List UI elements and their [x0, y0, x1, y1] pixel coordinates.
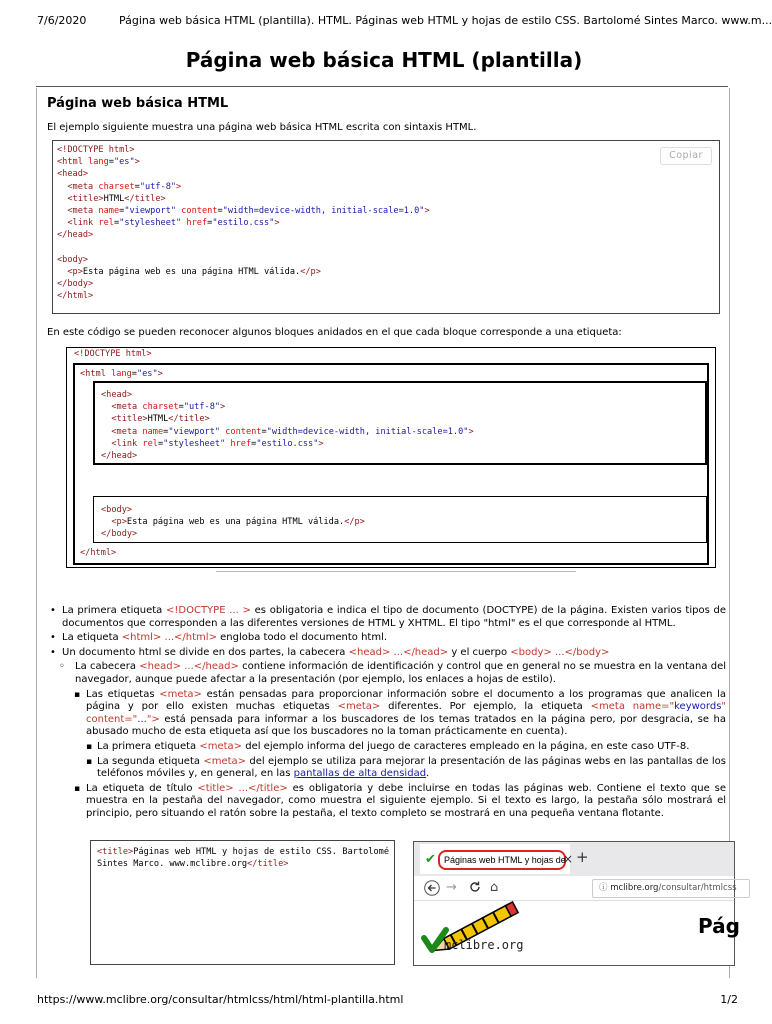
browser-nav-bar: [414, 876, 737, 901]
address-bar[interactable]: [592, 879, 750, 898]
list-item: ▪ La segunda etiqueta <meta> del ejemplo se utiliza para mejorar la presentación de las páginas webs en las pantallas de los teléfonos móviles y, en general, en las pantallas de alta densidad.: [46, 756, 726, 781]
copy-button[interactable]: Copiar: [660, 147, 712, 165]
list-item: ▪ La etiqueta de título <title> ...</title> es obligatoria y debe incluirse en todas las páginas web. Contiene el texto que se muestra en la pestaña del navegador, como muestra el siguiente ejemplo. Si el texto es largo, la pestaña sólo mostrará el principio, pero situando el ratón sobre la pestaña, el texto completo se mostrará en una pequeña ventana flotante.: [46, 783, 726, 821]
forward-icon[interactable]: →: [446, 880, 457, 895]
title-code-listing: <title>Páginas web HTML y hojas de estilo CSS. Bartolomé Sintes Marco. www.mclibre.org</title>: [97, 847, 389, 869]
close-icon[interactable]: ×: [563, 852, 574, 866]
print-header: [37, 14, 772, 27]
back-icon[interactable]: [424, 880, 440, 900]
nest-head-code: <head> <meta charset="utf-8"> <title>HTML</title> <meta name="viewport" content="width=device-width, initial-scale=1.0"> <link rel="stylesheet" href="estilo.css"> </head>: [101, 390, 474, 462]
page-heading-partial: Pág: [698, 914, 740, 938]
code-listing: <!DOCTYPE html> <html lang="es"> <head> <meta charset="utf-8"> <title>HTML</title> <meta name="viewport" content="width=device-width, initial-scale=1.0"> <link rel="stylesheet" href="estilo.css"> </head> <body> <p>Esta página web es una página HTML válida.</p> </body> </html>: [57, 145, 430, 302]
explanation-list: [46, 605, 726, 823]
checkmark-icon: ✔: [425, 852, 436, 867]
browser-tab[interactable]: [420, 844, 574, 874]
title-divider: [36, 86, 728, 87]
print-title: Página web básica HTML (plantilla). HTML. Páginas web HTML y hojas de estilo CSS. Bartolomé Sintes Marco. www.m...: [119, 14, 772, 27]
tab-title: Páginas web HTML y hojas de: [438, 850, 566, 870]
url-path: /consultar/htmlcss: [658, 883, 737, 893]
divider: [216, 571, 576, 572]
list-item: ▪ Las etiquetas <meta> están pensadas para proporcionar información sobre el documento a los programas que analicen la página y por ello existen muchas etiquetas <meta> diferentes. Por ejemplo, la etiqueta <meta name="keywords" content="..."> está pensada para informar a los buscadores de los temas tratados en la página pero, por desgracia, se ha abusado mucho de esta etiqueta así que los buscadores no la toman prácticamente en cuenta).: [46, 689, 726, 739]
print-date: 7/6/2020: [37, 14, 87, 27]
list-item: ▪ La primera etiqueta <meta> del ejemplo informa del juego de caracteres empleado en la página, en este caso UTF-8.: [46, 741, 726, 754]
code-example: [52, 140, 720, 314]
high-density-link[interactable]: pantallas de alta densidad: [293, 768, 427, 780]
nest-doctype-label: <!DOCTYPE html>: [74, 349, 152, 359]
nest-html-close-label: </html>: [80, 548, 117, 558]
title-code-example: [90, 840, 395, 965]
list-item: • La etiqueta <html> ...</html> engloba todo el documento html.: [46, 632, 726, 645]
list-item: ◦ La cabecera <head> ...</head> contiene información de identificación y control que en general no se muestra en la ventana del navegador, aunque puede afectar a la presentación (por ejemplo, los enlaces a hojas de estilo).: [46, 661, 726, 686]
list-item: • La primera etiqueta <!DOCTYPE ... > es obligatoria e indica el tipo de documento (DOCTYPE) de la página. Existen varios tipos de documentos que corresponden a las diferentes versiones de HTML y XHTML. El tipo "html" es el que corresponde al HTML.: [46, 605, 726, 630]
page-title: Página web básica HTML (plantilla): [185, 48, 583, 72]
list-item: • Un documento html se divide en dos partes, la cabecera <head> ...</head> y el cuerpo <body> ...</body>: [46, 647, 726, 660]
intro-paragraph: El ejemplo siguiente muestra una página web básica HTML escrita con sintaxis HTML.: [47, 122, 477, 133]
nest-html-label: <html lang="es">: [80, 369, 163, 379]
browser-tab-bar: [414, 842, 734, 876]
nest-body-code: <body> <p>Esta página web es una página HTML válida.</p> </body>: [101, 505, 365, 540]
new-tab-icon[interactable]: +: [576, 848, 589, 866]
print-url: https://www.mclibre.org/consultar/htmlcss/html/html-plantilla.html: [37, 993, 404, 1006]
section-heading: Página web básica HTML: [47, 96, 229, 111]
reload-icon[interactable]: [468, 880, 482, 898]
info-icon: ⓘ: [599, 883, 611, 893]
browser-screenshot: [413, 841, 740, 966]
print-footer: [37, 993, 738, 1006]
home-icon[interactable]: ⌂: [490, 880, 499, 895]
url-host: mclibre.org: [610, 883, 659, 893]
nesting-intro: En este código se pueden reconocer algunos bloques anidados en el que cada bloque corresponde a una etiqueta:: [47, 327, 622, 338]
logo-text: mclibre.org: [444, 938, 524, 952]
page-number: 1/2: [720, 993, 738, 1006]
